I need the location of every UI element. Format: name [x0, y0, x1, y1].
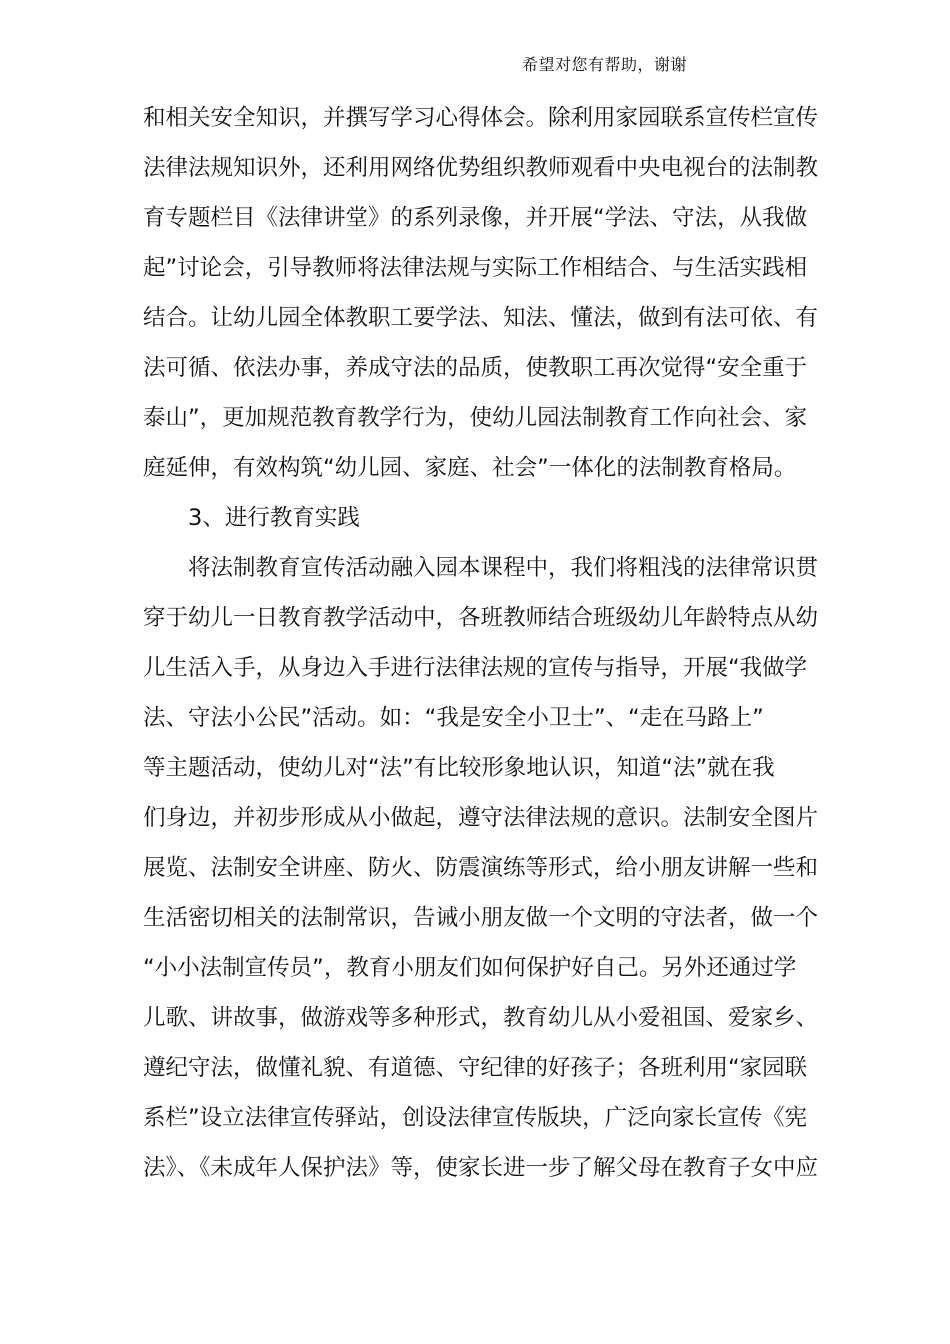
body-line: 系栏”设立法律宣传驿站，创设法律宣传版块，广泛向家长宣传《宪: [143, 1105, 808, 1131]
body-line: 生活密切相关的法制常识，告诫小朋友做一个文明的守法者，做一个: [143, 905, 819, 931]
body-line: 遵纪守法，做懂礼貌、有道德、守纪律的好孩子；各班利用“家园联: [143, 1055, 808, 1081]
body-line: 起”讨论会，引导教师将法律法规与实际工作相结合、与生活实践相: [143, 255, 808, 281]
body-line: 法》、《未成年人保护法》等，使家长进一步了解父母在教育子女中应: [143, 1155, 819, 1181]
section-heading: 3、进行教育实践: [188, 505, 360, 531]
paragraph-first-line: 将法制教育宣传活动融入园本课程中，我们将粗浅的法律常识贯: [188, 555, 819, 581]
body-line: 庭延伸，有效构筑“幼儿园、家庭、社会”一体化的法制教育格局。: [143, 455, 797, 481]
body-line: 和相关安全知识，并撰写学习心得体会。除利用家园联系宣传栏宣传: [143, 105, 819, 131]
header-note: 希望对您有帮助，谢谢: [522, 55, 688, 74]
body-line: 法、守法小公民”活动。如：“我是安全小卫士”、“走在马路上”: [143, 705, 764, 731]
body-line: 等主题活动，使幼儿对“法”有比较形象地认识，知道“法”就在我: [143, 755, 775, 781]
body-line: 育专题栏目《法律讲堂》的系列录像，并开展“学法、守法，从我做: [143, 205, 808, 231]
body-line: 儿歌、讲故事，做游戏等多种形式，教育幼儿从小爱祖国、爱家乡、: [143, 1005, 819, 1031]
body-line: “小小法制宣传员”，教育小朋友们如何保护好自己。另外还通过学: [143, 955, 797, 981]
body-line: 穿于幼儿一日教育教学活动中，各班教师结合班级幼儿年龄特点从幼: [143, 605, 819, 631]
body-line: 结合。让幼儿园全体教职工要学法、知法、懂法，做到有法可依、有: [143, 305, 819, 331]
body-line: 们身边，并初步形成从小做起，遵守法律法规的意识。法制安全图片: [143, 805, 819, 831]
body-line: 法可循、依法办事，养成守法的品质，使教职工再次觉得“安全重于: [143, 355, 808, 381]
body-line: 儿生活入手，从身边入手进行法律法规的宣传与指导，开展“我做学: [143, 655, 808, 681]
body-line: 法律法规知识外，还利用网络优势组织教师观看中央电视台的法制教: [143, 155, 819, 181]
body-line: 泰山”，更加规范教育教学行为，使幼儿园法制教育工作向社会、家: [143, 405, 808, 431]
body-line: 展览、法制安全讲座、防火、防震演练等形式，给小朋友讲解一些和: [143, 855, 819, 881]
